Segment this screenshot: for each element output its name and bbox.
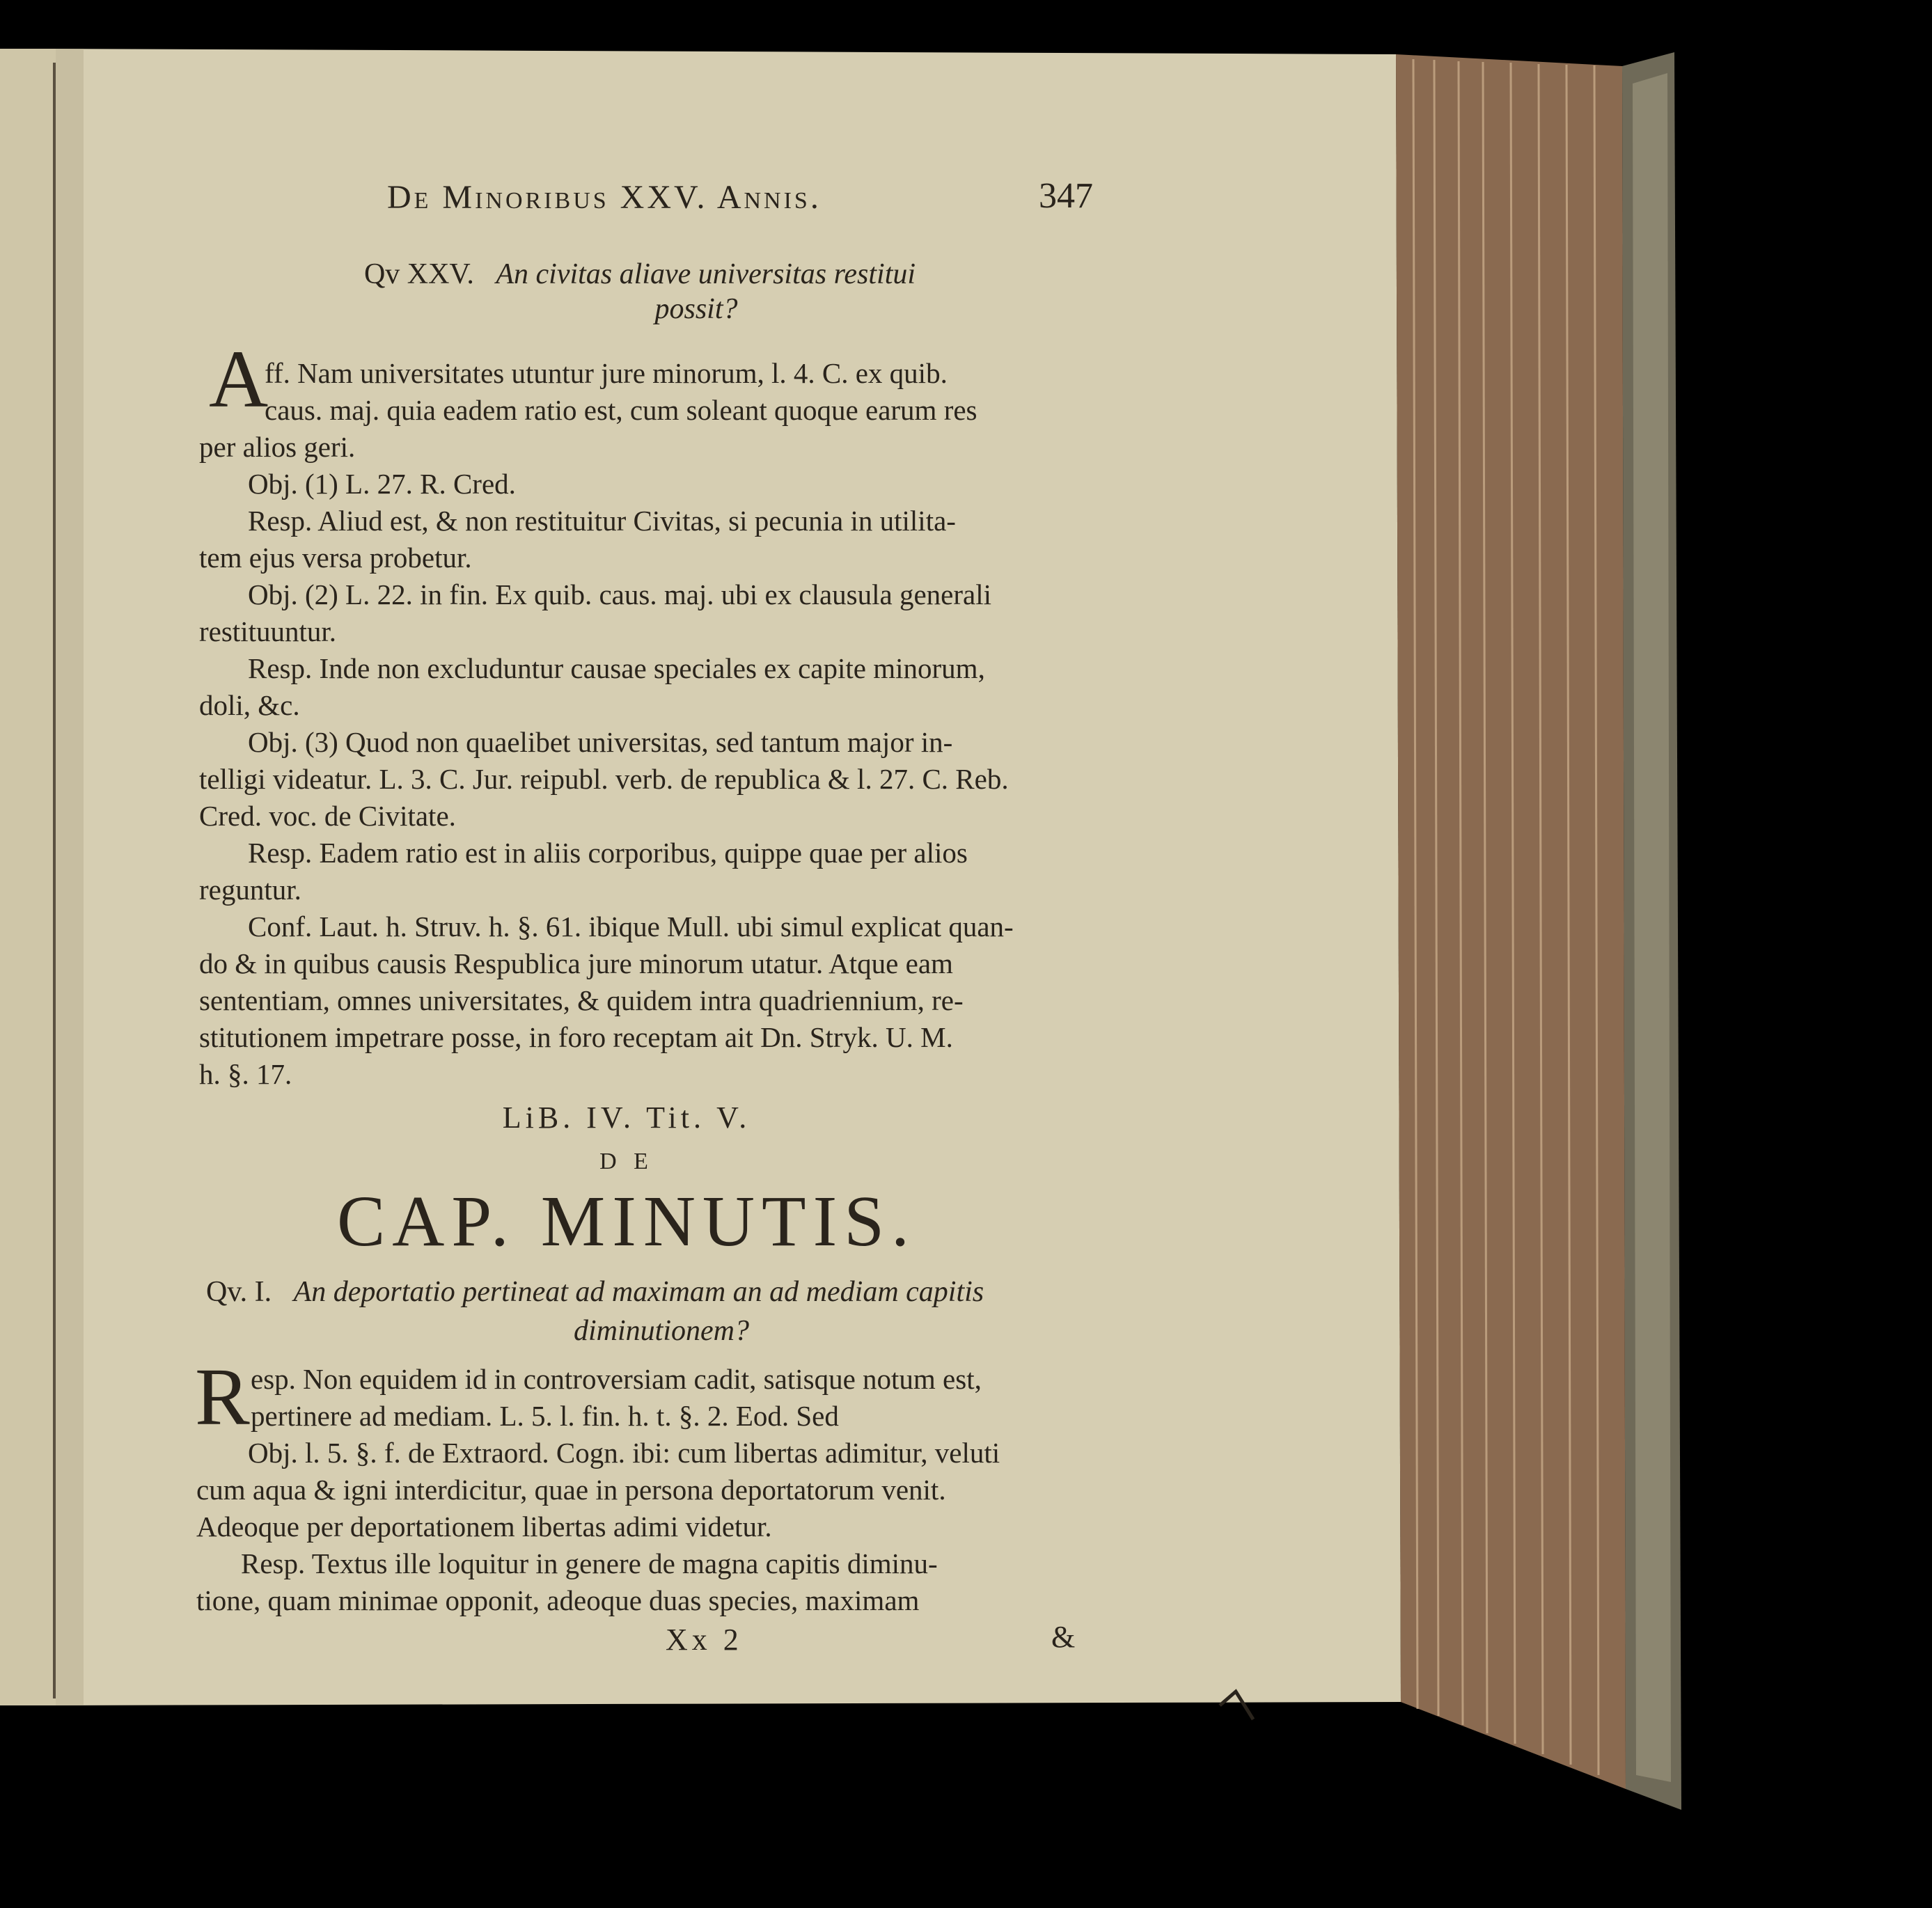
- body1-line: doli, &c.: [199, 689, 300, 721]
- facing-page: [0, 49, 56, 1705]
- question-1-heading: [206, 1274, 984, 1310]
- dropcap-r: R: [195, 1351, 250, 1442]
- question-1-title-line2: diminutionem?: [574, 1315, 749, 1347]
- body1-line: Conf. Laut. h. Struv. h. §. 61. ibique Mull. ubi simul explicat quan-: [248, 910, 1014, 943]
- body1-line: restituuntur.: [199, 615, 337, 647]
- running-title: De Minoribus XXV. Annis.: [387, 179, 822, 216]
- body1-line: per alios geri.: [199, 431, 356, 463]
- question-25-heading: [178, 258, 1101, 291]
- question-25-title-line1: An civitas aliave universitas restitui: [496, 258, 916, 290]
- body2-line: esp. Non equidem id in controversiam cadit, satisque notum est,: [251, 1363, 982, 1395]
- catchword: &: [1051, 1620, 1076, 1654]
- body1-line: ff. Nam universitates utuntur jure minorum, l. 4. C. ex quib.: [265, 357, 948, 389]
- body1-line: Resp. Eadem ratio est in aliis corporibus, quippe quae per alios: [248, 837, 968, 869]
- question-25-title-line2: possit?: [654, 293, 738, 325]
- page-number: 347: [1039, 176, 1093, 216]
- body2-line: cum aqua & igni interdicitur, quae in persona deportatorum venit.: [196, 1474, 946, 1506]
- body2-line: Adeoque per deportationem libertas adimi videtur.: [196, 1511, 772, 1543]
- question-25-label: Qv XXV.: [363, 258, 474, 290]
- dropcap-a: A: [209, 333, 269, 425]
- signature-mark: Xx 2: [666, 1623, 743, 1657]
- book-title: LiB. IV. Tit. V.: [502, 1101, 751, 1135]
- body1-line: h. §. 17.: [199, 1058, 292, 1090]
- body2-line: Obj. l. 5. §. f. de Extraord. Cogn. ibi: cum libertas adimitur, veluti: [248, 1437, 1000, 1469]
- body1-line: Obj. (1) L. 27. R. Cred.: [248, 468, 516, 500]
- section-de: D E: [599, 1149, 654, 1174]
- body1-line: Obj. (2) L. 22. in fin. Ex quib. caus. maj. ubi ex clausula generali: [248, 578, 992, 610]
- body1-line: stitutionem impetrare posse, in foro receptam ait Dn. Stryk. U. M.: [199, 1021, 953, 1053]
- body2-line: pertinere ad mediam. L. 5. l. fin. h. t. §. 2. Eod. Sed: [251, 1400, 839, 1432]
- body2-line: tione, quam minimae opponit, adeoque duas species, maximam: [196, 1584, 920, 1616]
- body1-line: Resp. Aliud est, & non restituitur Civitas, si pecunia in utilita-: [248, 505, 956, 537]
- section-main-title: CAP. MINUTIS.: [336, 1181, 917, 1261]
- body1-line: tem ejus versa probetur.: [199, 542, 472, 574]
- body1-line: Cred. voc. de Civitate.: [199, 800, 456, 832]
- body2-line: Resp. Textus ille loquitur in genere de magna capitis diminu-: [241, 1547, 938, 1579]
- body1-line: telligi videatur. L. 3. C. Jur. reipubl. verb. de republica & l. 27. C. Reb.: [199, 763, 1009, 795]
- body1-line: reguntur.: [199, 874, 301, 906]
- body1-line: Resp. Inde non excluduntur causae speciales ex capite minorum,: [248, 652, 985, 684]
- body1-line: sententiam, omnes universitates, & quidem intra quadriennium, re-: [199, 984, 964, 1016]
- body1-line: do & in quibus causis Respublica jure minorum utatur. Atque eam: [199, 947, 953, 979]
- body1-line: caus. maj. quia eadem ratio est, cum soleant quoque earum res: [265, 394, 977, 426]
- question-1-title-line1: An deportatio pertineat ad maximam an ad mediam capitis: [293, 1276, 984, 1308]
- body1-line: Obj. (3) Quod non quaelibet universitas, sed tantum major in-: [248, 726, 953, 758]
- question-1-label: Qv. I.: [206, 1276, 272, 1308]
